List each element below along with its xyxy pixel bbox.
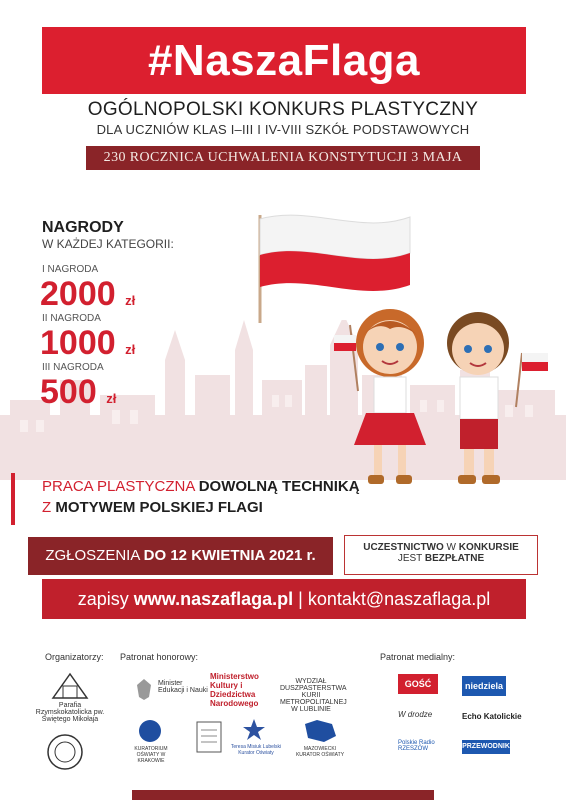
gosc-logo: GOŚĆ NIEDZIELNY [398,674,438,694]
prize-1-currency: zł [125,293,136,308]
parish-logo [45,668,95,702]
subtitle: OGÓLNOPOLSKI KONKURS PLASTYCZNY [87,99,479,120]
participation-free: BEZPŁATNE [424,553,485,564]
echo-katolickie-logo: Echo Katolickie [462,712,522,721]
wdrodze-logo: W drodze [398,710,433,719]
deadline-prefix: ZGŁOSZENIA [45,547,144,564]
anniversary-banner [86,146,480,170]
kuratorium-krakow-logo: KURATORIUM OŚWIATY W KRAKOWIE [134,746,168,764]
prize-3-amount [40,374,116,417]
prizes-title: NAGRODY [42,219,124,236]
media-label: Patronat medialny: [380,652,456,662]
organizers-label: Organizatorzy: [45,652,104,662]
participation-line-2 [345,553,537,564]
participation-line-1 [345,542,537,553]
parish-name: Parafia Rzymskokatolicka pw. Świętego Mikołaja [35,702,105,723]
participation-box [344,535,538,575]
prize-3-label: III NAGRODA [42,362,104,373]
subtitle-classes: DLA UCZNIÓW KLAS I–III I IV-VIII SZKÓŁ PODSTAWOWYCH [96,122,470,137]
organizer-seal-logo [45,732,85,772]
prizes-category: W KAŻDEJ KATEGORII: [42,237,174,251]
participation-contest: KONKURSIE [458,542,519,553]
work-motif: MOTYWEM POLSKIEJ FLAGI [55,499,263,516]
ministry-culture-logo: Ministerstwo Kultury i Dziedzictwa Narodowego [210,672,259,708]
deadline-date: DO 12 KWIETNIA 2021 r. [143,547,316,564]
anniversary-text: 230 ROCZNICA UCHWALENIA KONSTYTUCJI 3 MAJA [103,150,463,165]
work-text-2: Z [42,499,56,516]
work-line-2 [42,499,263,516]
eagle-emblem-icon [133,677,155,701]
prize-1-label: I NAGRODA [42,264,99,275]
niedziela-logo: niedziela [462,676,506,696]
minister-logo: Minister Edukacji i Nauki [158,680,208,694]
kuratorium-krakow-icon [135,718,165,744]
mazowiecki-map-icon [302,718,338,744]
przewodnik-logo: PRZEWODNIK [462,740,510,754]
signup-label: zapisy [77,589,134,609]
prize-3-currency: zł [106,391,117,406]
page-title: #NaszaFlaga [147,36,421,85]
wydzial-logo: WYDZIAŁ DUSZPASTERSTWA KURII METROPOLITALNEJ W LUBLINIE [280,678,347,713]
mazowiecki-kurator-logo: MAZOWIECKI KURATOR OŚWIATY [295,746,345,758]
star-logo-icon [242,718,266,742]
deadline-banner [28,537,333,575]
bottom-bar [132,790,434,800]
separator: | [293,589,308,609]
accent-bar [11,473,15,525]
contact-banner [42,579,526,619]
participation-in: W [443,542,459,553]
polskie-radio-logo: Polskie Radio RZESZÓW [398,740,435,752]
work-technique: DOWOLNĄ TECHNIKĄ [198,478,360,495]
prize-3-value: 500 [40,373,97,411]
prize-2-label: II NAGRODA [42,313,101,324]
email-link[interactable]: kontakt@naszaflaga.pl [307,589,491,609]
work-line-1 [42,478,360,495]
work-text: PRACA PLASTYCZNA [42,478,199,495]
children-illustration [330,295,555,510]
participation-word: UCZESTNICTWO [363,542,444,553]
prize-2-currency: zł [125,342,136,357]
prize-1-value: 2000 [40,275,116,313]
lubelski-kurator-logo: Teresa Misiuk Lubelski Kurator Oświaty [230,744,282,756]
honorary-label: Patronat honorowy: [120,652,199,662]
participation-is: JEST [397,553,425,564]
website-link[interactable]: www.naszaflaga.pl [133,589,294,609]
prize-2-value: 1000 [40,324,116,362]
book-logo-icon [195,720,223,754]
title-banner [42,27,526,94]
